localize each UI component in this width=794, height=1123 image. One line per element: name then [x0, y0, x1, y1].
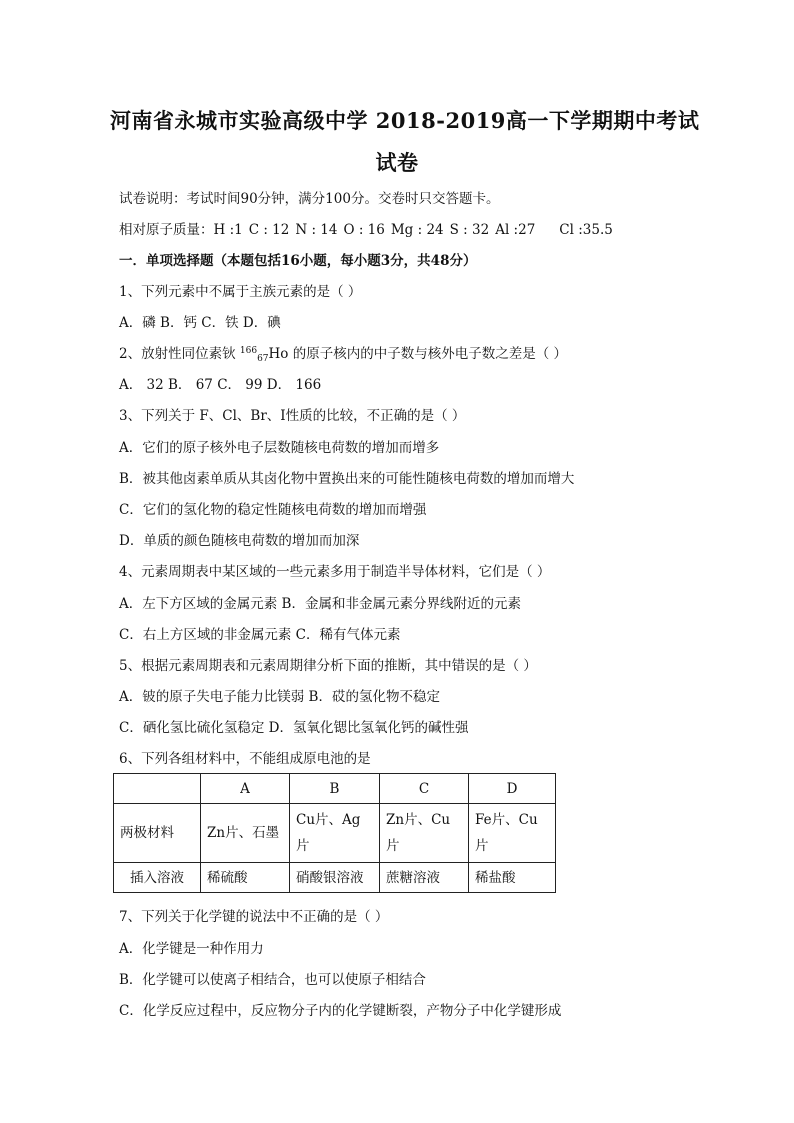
table-header: A — [201, 774, 290, 804]
table-row — [114, 804, 556, 863]
mass-item: H :1 — [213, 222, 243, 238]
atomic-masses — [119, 218, 619, 238]
atomic-masses-label: 相对原子质量： — [119, 222, 214, 238]
question-4-options-cd: C．右上方区域的非金属元素 C．稀有气体元素 — [119, 627, 401, 643]
question-3-option-a: A．它们的原子核外电子层数随核电荷数的增加而增多 — [119, 440, 440, 456]
question-4-stem: 4、元素周期表中某区域的一些元素多用于制造半导体材料，它们是（ ） — [119, 564, 551, 580]
table-header: B — [290, 774, 380, 804]
section-heading: 一．单项选择题（本题包括16小题，每小题3分，共48分） — [119, 253, 477, 269]
table-cell: 稀硫酸 — [201, 863, 290, 893]
question-5-stem: 5、根据元素周期表和元素周期律分析下面的推断，其中错误的是（ ） — [119, 658, 537, 674]
question-3-stem: 3、下列关于 F、Cl、Br、I性质的比较，不正确的是（ ） — [119, 408, 466, 424]
table-row — [114, 863, 556, 893]
table-cell: Cu片、Ag 片 — [290, 804, 380, 863]
question-3-option-b: B．被其他卤素单质从其卤化物中置换出来的可能性随核电荷数的增加而增大 — [119, 471, 575, 487]
mass-item: N : 14 — [295, 222, 338, 238]
mass-item: O : 16 — [343, 222, 385, 238]
table-cell: 硝酸银溶液 — [290, 863, 380, 893]
question-7-option-b: B．化学键可以使离子相结合，也可以使原子相结合 — [119, 972, 426, 988]
table-cell: 稀盐酸 — [469, 863, 556, 893]
question-6-table — [113, 773, 556, 893]
table-header: C — [380, 774, 469, 804]
table-cell: 两极材料 — [114, 804, 201, 863]
mass-item: Cl :35.5 — [559, 222, 613, 238]
table-cell: Zn片、石墨 — [201, 804, 290, 863]
element-symbol: Ho — [268, 346, 289, 362]
question-3-option-c: C．它们的氢化物的稳定性随核电荷数的增加而增强 — [119, 502, 427, 518]
mass-number: 166 — [239, 346, 258, 356]
mass-item: Al :27 — [495, 222, 536, 238]
instructions: 试卷说明：考试时间90分钟，满分100分。交卷时只交答题卡。 — [119, 191, 500, 207]
mass-item: C : 12 — [248, 222, 290, 238]
table-cell: 蔗糖溶液 — [380, 863, 469, 893]
question-1-options: A．磷 B．钙 C．铁 D．碘 — [119, 315, 281, 331]
question-5-options-ab: A．铍的原子失电子能力比镁弱 B．砹的氢化物不稳定 — [119, 689, 440, 705]
table-cell: Fe片、Cu片 — [469, 804, 556, 863]
question-7-stem: 7、下列关于化学键的说法中不正确的是（ ） — [119, 909, 389, 925]
exam-title: 河南省永城市实验高级中学 2018-2019高一下学期期中考试 — [110, 108, 700, 133]
mass-item: Mg : 24 — [390, 222, 444, 238]
table-cell — [114, 774, 201, 804]
table-cell: Zn片、Cu片 — [380, 804, 469, 863]
question-2-stem: 2、放射性同位素钬 $^{166}_{67}$Ho 的原子核内的中子数与核外电子数之差是（ ） — [119, 346, 568, 364]
atomic-number: 67 — [257, 354, 269, 364]
question-7-option-c: C．化学反应过程中，反应物分子内的化学键断裂，产物分子中化学键形成 — [119, 1003, 562, 1019]
table-row — [114, 774, 556, 804]
table-cell: 插入溶液 — [114, 863, 201, 893]
question-4-options-ab: A．左下方区域的金属元素 B．金属和非金属元素分界线附近的元素 — [119, 596, 521, 612]
mass-item: S : 32 — [449, 222, 490, 238]
question-7-option-a: A．化学键是一种作用力 — [119, 941, 264, 957]
question-3-option-d: D．单质的颜色随核电荷数的增加而加深 — [119, 533, 360, 549]
question-5-options-cd: C．硒化氢比硫化氢稳定 D．氢氧化锶比氢氧化钙的碱性强 — [119, 720, 469, 736]
question-6-stem: 6、下列各组材料中，不能组成原电池的是 — [119, 751, 371, 767]
table-header: D — [469, 774, 556, 804]
question-1-stem: 1、下列元素中不属于主族元素的是（ ） — [119, 284, 362, 300]
question-2-options: A． 32 B． 67 C． 99 D． 166 — [119, 377, 322, 393]
exam-title-continued: 试卷 — [375, 150, 419, 175]
